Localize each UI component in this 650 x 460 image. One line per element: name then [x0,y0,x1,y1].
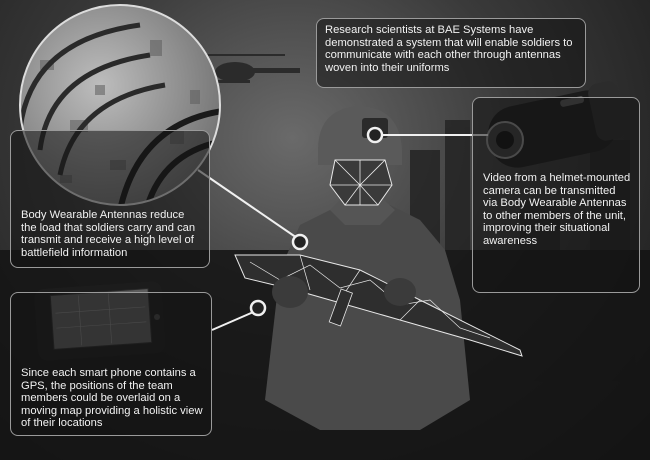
research-text: Research scientists at BAE Systems have demonstrated a system that will enable soldiers to communicate with each other through antennas woven into their uniforms [325,24,573,74]
marker-camera [368,128,382,142]
camera-callout [472,97,640,293]
research-callout [316,18,586,88]
camera-text: Video from a helmet-mounted camera can be transmitted via Body Wearable Antennas to other members of the unit, improving their situational awareness [483,172,631,247]
antennas-callout [10,130,210,268]
phone-text: Since each smart phone contains a GPS, the positions of the team members could be overlaid on a moving map providing a holistic view of their locations [21,367,203,430]
phone-callout [10,292,212,436]
marker-antenna [293,235,307,249]
marker-phone [251,301,265,315]
antennas-text: Body Wearable Antennas reduce the load that soldiers carry and can transmit and receive a high level of battlefield information [21,209,196,259]
